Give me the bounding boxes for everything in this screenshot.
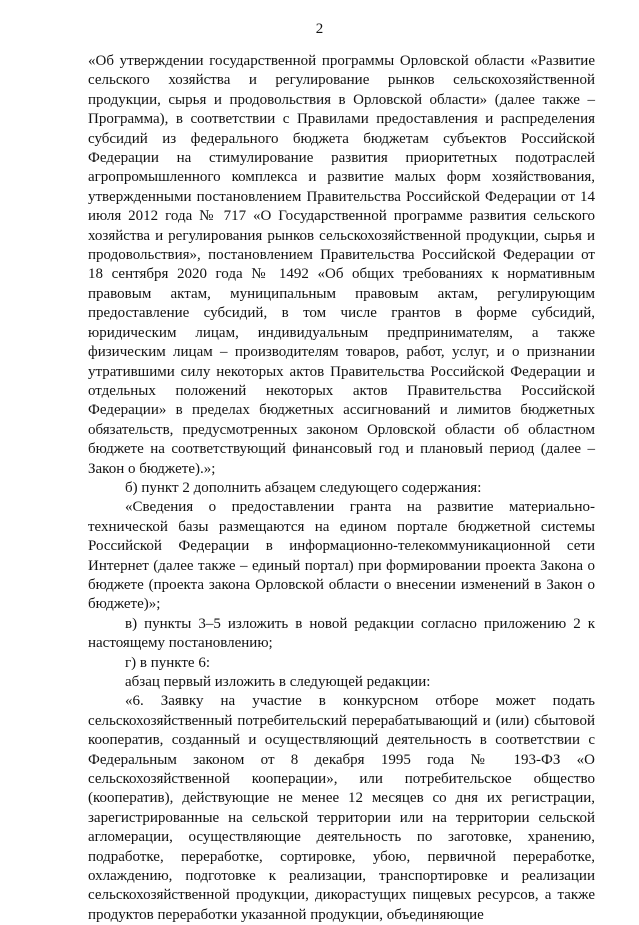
paragraph-first-abzac: абзац первый изложить в следующей редакции: [125,674,431,690]
document-body [88,52,595,925]
paragraph-item-g: г) в пункте 6: [125,654,211,671]
paragraph-program-reference: «Об утверждении государственной программы Орловской области «Развитие сельского хозяйства и регулирование рынков сельскохозяйственной продукции, сырья и продовольствия в Орловской области» (далее также – Программа), в соответствии с Правилами предоставления и распределения субсидий из федерального бюджета бюджетам субъектов Российской Федерации на стимулирование развития приоритетных подотраслей агропромышленного комплекса и развитие малых форм хозяйствования, утвержденными постановлением Правительства Российской Федерации от 14 июля 2012 года № 717 «О Государственной программе развития сельского хозяйства и регулирования рынков сельскохозяйственной продукции, сырья и продовольствия», постановлением Правительства Российской Федерации от 18 сентября 2020 года № 1492 «Об общих требованиях к нормативным правовым актам, муниципальным правовым актам, регулирующим предоставление субсидий, в том числе грантов в форме субсидий, юридическим лицам, индивидуальным предпринимателям, а также физическим лицам – производителям товаров, работ, услуг, и о признании утратившими силу некоторых актов Правительства Российской Федерации и отдельных положений некоторых актов Правительства Российской Федерации» в пределах бюджетных ассигнований и лимитов бюджетных обязательств, предусмотренных законом Орловской области об областном бюджете на соответствующий финансовый год и плановый период (далее – Закон о бюджете).»; [88,53,595,477]
paragraph-point-6: «6. Заявку на участие в конкурсном отборе может подать сельскохозяйственный потребительский перерабатывающий и (или) сбытовой кооператив, созданный и осуществляющий деятельность в соответствии с Федеральным законом от 8 декабря 1995 года № 193-ФЗ «О сельскохозяйственной кооперации», или потребительское общество (кооператив), действующие не менее 12 месяцев со дня их регистрации, зарегистрированные на сельской территории или на территории сельской агломерации, осуществляющие деятельность по заготовке, хранению, подработке, переработке, сортировке, убою, первичной переработке, охлаждению, подготовке к реализации, транспортировке и реализации сельскохозяйственной продукции, дикорастущих пищевых ресурсов, а также продуктов переработки указанной продукции, объединяющие [88,693,595,923]
page-number: 2 [315,21,324,37]
paragraph-item-b: б) пункт 2 дополнить абзацем следующего содержания: [125,479,482,496]
paragraph-grant-info: «Сведения о предоставлении гранта на развитие материально-технической базы размещаются на едином портале бюджетной системы Российской Федерации в информационно-телекоммуникационной сети Интернет (далее также – единый портал) при формировании проекта Закона о бюджете (проекта закона Орловской области о внесении изменений в Закон о бюджете)»; [88,499,595,613]
paragraph-item-v: в) пункты 3–5 изложить в новой редакции согласно приложению 2 к настоящему постановлению; [88,615,595,652]
